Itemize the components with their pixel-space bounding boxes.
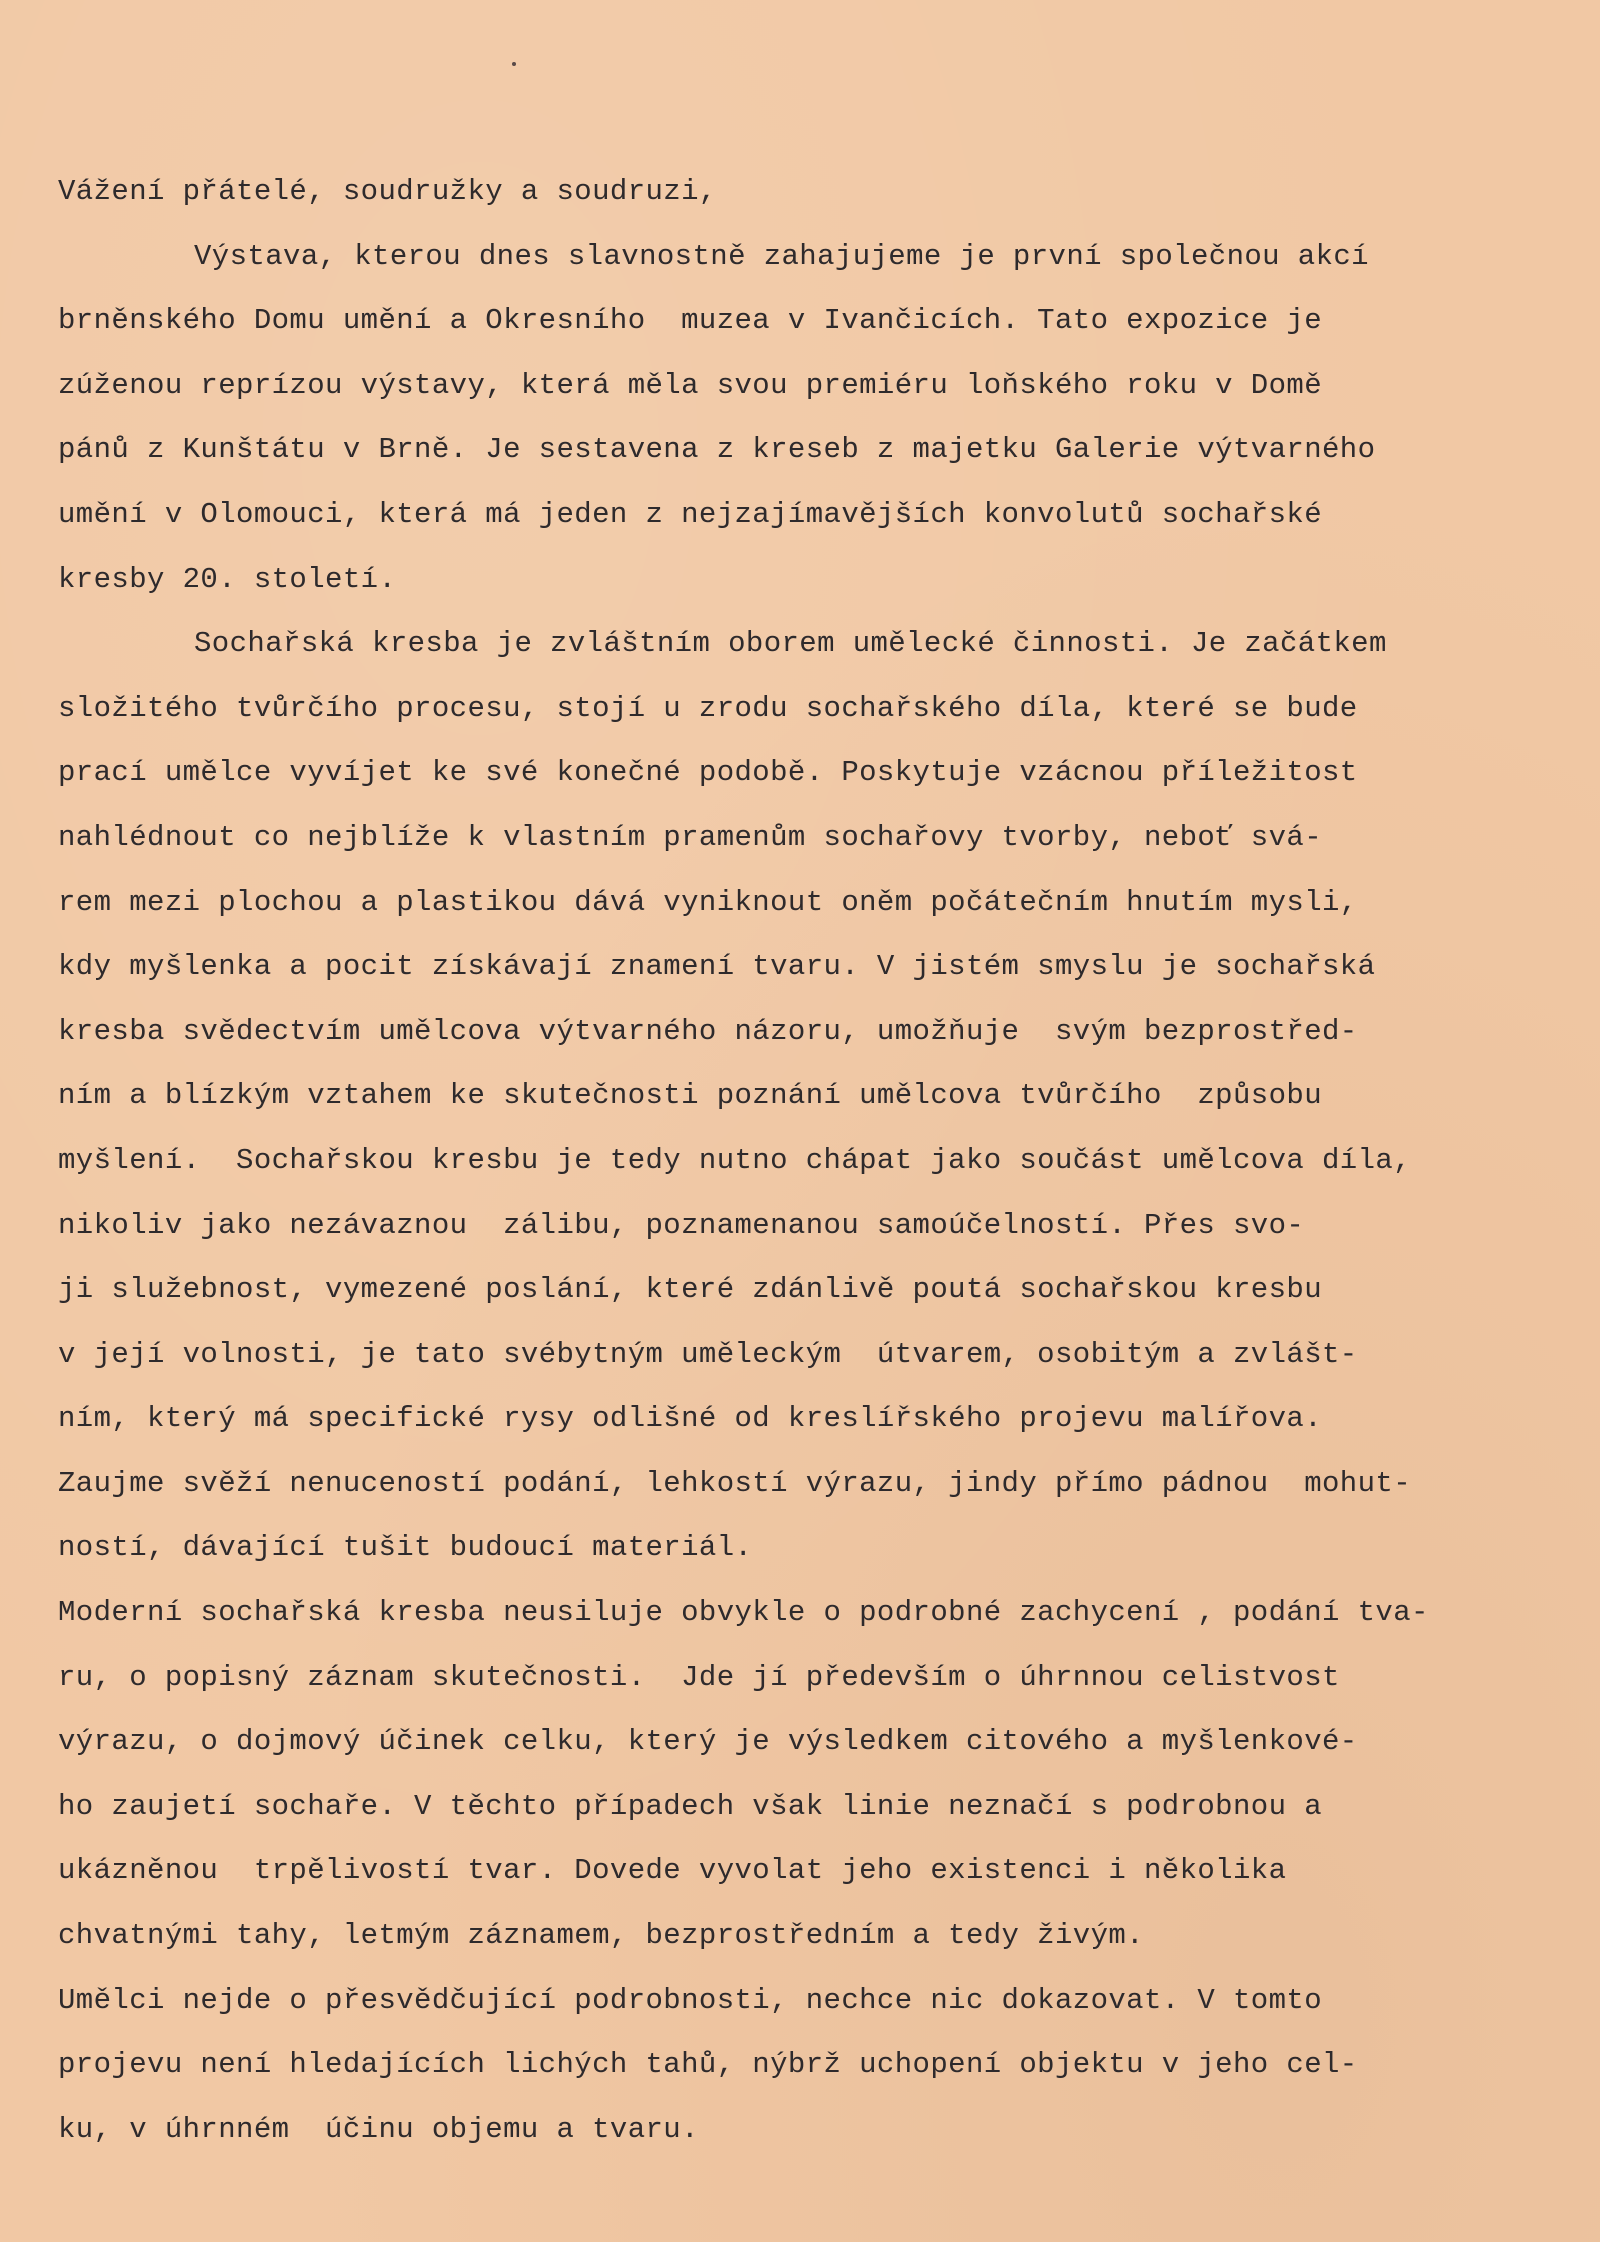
text-line: chvatnými tahy, letmým záznamem, bezprostředním a tedy živým. xyxy=(58,1919,1144,1953)
text-line: nahlédnout co nejblíže k vlastním pramenům sochařovy tvorby, neboť svá- xyxy=(58,820,1323,854)
text-line: Výstava, kterou dnes slavnostně zahajujeme je první společnou akcí xyxy=(194,239,1369,273)
text-line: myšlení. Sochařskou kresbu je tedy nutno chápat jako součást umělcova díla, xyxy=(58,1143,1412,1177)
text-line: ním, který má specifické rysy odlišné od kreslířského projevu malířova. xyxy=(58,1402,1323,1436)
text-line: kresby 20. století. xyxy=(58,562,397,596)
text-line: brněnského Domu umění a Okresního muzea v Ivančicích. Tato expozice je xyxy=(58,304,1323,338)
text-line: složitého tvůrčího procesu, stojí u zrodu sochařského díla, které se bude xyxy=(58,691,1358,725)
text-line: ním a blízkým vztahem ke skutečnosti poznání umělcova tvůrčího způsobu xyxy=(58,1079,1323,1113)
text-line: ji služebnost, vymezené poslání, které zdánlivě poutá sochařskou kresbu xyxy=(58,1273,1323,1307)
text-line: prací umělce vyvíjet ke své konečné podobě. Poskytuje vzácnou příležitost xyxy=(58,756,1358,790)
text-line: výrazu, o dojmový účinek celku, který je výsledkem citového a myšlenkové- xyxy=(58,1725,1358,1759)
text-line: umění v Olomouci, která má jeden z nejzajímavějších konvolutů sochařské xyxy=(58,497,1323,531)
text-line: ru, o popisný záznam skutečnosti. Jde jí především o úhrnnou celistvost xyxy=(58,1660,1340,1694)
text-line: kresba svědectvím umělcova výtvarného názoru, umožňuje svým bezprostřed- xyxy=(58,1014,1358,1048)
text-line: pánů z Kunštátu v Brně. Je sestavena z kreseb z majetku Galerie výtvarného xyxy=(58,433,1376,467)
text-line: rem mezi plochou a plastikou dává vyniknout oněm počátečním hnutím mysli, xyxy=(58,885,1358,919)
text-line: Vážení přátelé, soudružky a soudruzi, xyxy=(58,175,717,208)
text-line: v její volnosti, je tato svébytným uměleckým útvarem, osobitým a zvlášt- xyxy=(58,1337,1358,1371)
text-line: Zaujme svěží nenuceností podání, lehkostí výrazu, jindy přímo pádnou mohut- xyxy=(58,1466,1412,1500)
text-line: nikoliv jako nezávaznou zálibu, poznamenanou samoúčelností. Přes svo- xyxy=(58,1208,1305,1242)
text-line: projevu není hledajících lichých tahů, nýbrž uchopení objektu v jeho cel- xyxy=(58,2048,1358,2082)
paper-speck xyxy=(512,62,516,66)
typewritten-text xyxy=(58,160,1558,2162)
text-line: kdy myšlenka a pocit získávají znamení tvaru. V jistém smyslu je sochařská xyxy=(58,950,1376,984)
text-line: Sochařská kresba je zvláštním oborem umělecké činnosti. Je začátkem xyxy=(194,627,1387,661)
text-line: ho zaujetí sochaře. V těchto případech však linie neznačí s podrobnou a xyxy=(58,1789,1323,1823)
text-line: ku, v úhrnném účinu objemu a tvaru. xyxy=(58,2112,699,2146)
text-line: ností, dávající tušit budoucí materiál. xyxy=(58,1531,753,1565)
text-line: Moderní sochařská kresba neusiluje obvykle o podrobné zachycení , podání tva- xyxy=(58,1596,1429,1630)
text-line: Umělci nejde o přesvědčující podrobnosti, nechce nic dokazovat. V tomto xyxy=(58,1983,1323,2017)
text-line: ukázněnou trpělivostí tvar. Dovede vyvolat jeho existenci i několika xyxy=(58,1854,1287,1888)
text-line: zúženou reprízou výstavy, která měla svou premiéru loňského roku v Domě xyxy=(58,368,1323,402)
